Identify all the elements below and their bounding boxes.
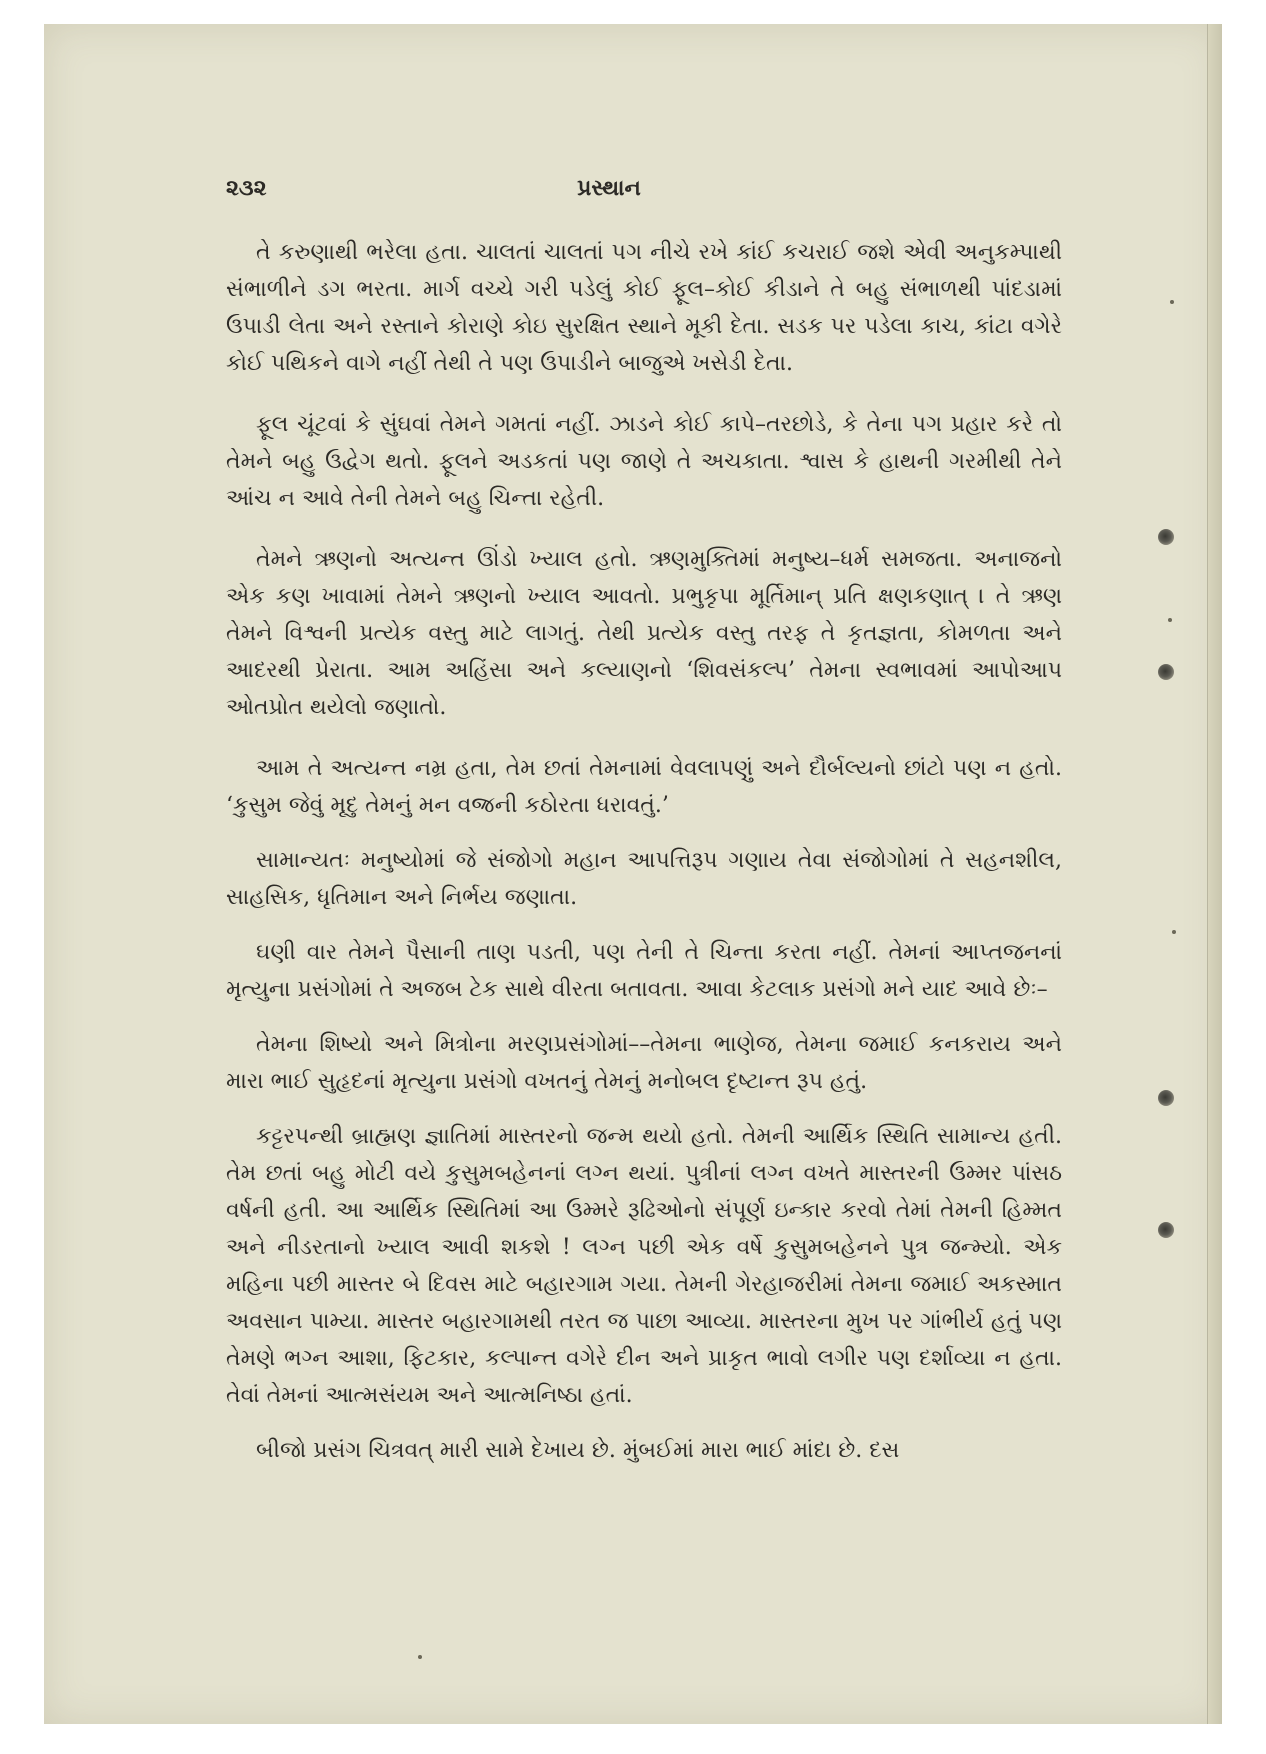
page-content [226,170,1062,1469]
page-edge [1207,24,1222,1724]
running-title: પ્રસ્થાન [577,175,641,201]
punch-hole [1158,1222,1174,1238]
paper-speck [1172,930,1176,934]
paper-speck [1168,618,1172,622]
paragraph: કટ્ટરપન્થી બ્રાહ્મણ જ્ઞાતિમાં માસ્તરનો જન્મ થયો હતો. તેમની આર્થિક સ્થિતિ સામાન્ય હતી. તેમ છતાં બહુ મોટી વયે કુસુમબહેનનાં લગ્ન થયાં. પુત્રીનાં લગ્ન વખતે માસ્તરની ઉમ્મર પાંસઠ વર્ષની હતી. આ આર્થિક સ્થિતિમાં આ ઉમ્મરે રૂઢિઓનો સંપૂર્ણ ઇન્કાર કરવો તેમાં તેમની હિમ્મત અને નીડરતાનો ખ્યાલ આવી શકશે ! લગ્ન પછી એક વર્ષે કુસુમબહેનને પુત્ર જન્મ્યો. એક મહિના પછી માસ્તર બે દિવસ માટે બહારગામ ગયા. તેમની ગેરહાજરીમાં તેમના જમાઈ અકસ્માત અવસાન પામ્યા. માસ્તર બહારગામથી તરત જ પાછા આવ્યા. માસ્તરના મુખ પર ગાંભીર્ય હતું પણ તેમણે ભગ્ન આશા, ફિટકાર, કલ્પાન્ત વગેરે દીન અને પ્રાકૃત ભાવો લગીર પણ દર્શાવ્યા ન હતા. તેવાં તેમનાં આત્મસંયમ અને આત્મનિષ્ઠા હતાં. [226,1124,1062,1408]
paper-speck [1170,300,1174,304]
paragraph: તેમના શિષ્યો અને મિત્રોના મરણપ્રસંગોમાં––તેમના ભાણેજ, તેમના જમાઈ કનકરાય અને મારા ભાઈ સુહૃદનાં મૃત્યુના પ્રસંગો વખતનું તેમનું મનોબલ દૃષ્ટાન્ત રૂપ હતું. [226,1032,1062,1094]
paper-speck [418,1655,422,1659]
paragraph: તેમને ઋણનો અત્યન્ત ઊંડો ખ્યાલ હતો. ઋણમુક્તિમાં મનુષ્ય–ધર્મ સમજતા. અનાજનો એક કણ ખાવામાં તેમને ઋણનો ખ્યાલ આવતો. પ્રભુકૃપા મૂર્તિમાન્ પ્રતિ ક્ષણકણાત્ । તે ઋણ તેમને વિશ્વની પ્રત્યેક વસ્તુ માટે લાગતું. તેથી પ્રત્યેક વસ્તુ તરફ તે કૃતજ્ઞતા, કોમળતા અને આદરથી પ્રેરાતા. આમ અહિંસા અને કલ્યાણનો ‘શિવસંકલ્પ’ તેમના સ્વભાવમાં આપોઆપ ઓતપ્રોત થયેલો જણાતો. [226,547,1062,720]
punch-hole [1158,529,1174,545]
paragraph: બીજો પ્રસંગ ચિત્રવત્ મારી સામે દેખાય છે. મુંબઈમાં મારા ભાઈ માંદા છે. દસ [256,1438,900,1463]
page-header [226,170,1062,212]
paragraph: ઘણી વાર તેમને પૈસાની તાણ પડતી, પણ તેની તે ચિન્તા કરતા નહીં. તેમનાં આપ્તજનનાં મૃત્યુના પ્રસંગોમાં તે અજબ ટેક સાથે વીરતા બતાવતા. આવા કેટલાક પ્રસંગો મને યાદ આવે છેઃ– [226,940,1062,1002]
punch-hole [1158,1090,1174,1106]
page-number: ૨૩૨ [226,175,267,201]
paragraph: તે કરુણાથી ભરેલા હતા. ચાલતાં ચાલતાં પગ નીચે રખે કાંઈ કચરાઈ જશે એવી અનુકમ્પાથી સંભાળીને ડગ ભરતા. માર્ગ વચ્ચે ગરી પડેલું કોઈ ફૂલ–કોઈ કીડાને તે બહુ સંભાળથી પાંદડામાં ઉપાડી લેતા અને રસ્તાને કોરાણે કોઇ સુરક્ષિત સ્થાને મૂકી દેતા. સડક પર પડેલા કાચ, કાંટા વગેરે કોઈ પથિકને વાગે નહીં તેથી તે પણ ઉપાડીને બાજુએ ખસેડી દેતા. [226,240,1062,376]
paragraph: સામાન્યતઃ મનુષ્યોમાં જે સંજોગો મહાન આપત્તિરૂપ ગણાય તેવા સંજોગોમાં તે સહનશીલ, સાહસિક, ધૃતિમાન અને નિર્ભય જણાતા. [226,848,1062,910]
punch-hole [1158,664,1174,680]
paragraph: ફૂલ ચૂંટવાં કે સુંઘવાં તેમને ગમતાં નહીં. ઝાડને કોઈ કાપે–તરછોડે, કે તેના પગ પ્રહાર કરે તો તેમને બહુ ઉદ્વેગ થતો. ફૂલને અડકતાં પણ જાણે તે અચકાતા. શ્વાસ કે હાથની ગરમીથી તેને આંચ ન આવે તેની તેમને બહુ ચિન્તા રહેતી. [226,412,1062,511]
paragraph: આમ તે અત્યન્ત નમ્ર હતા, તેમ છતાં તેમનામાં વેવલાપણું અને દૌર્બલ્યનો છાંટો પણ ન હતો. ‘કુસુમ જેવું મૃદુ તેમનું મન વજ્રની કઠોરતા ધરાવતું.’ [226,756,1062,818]
